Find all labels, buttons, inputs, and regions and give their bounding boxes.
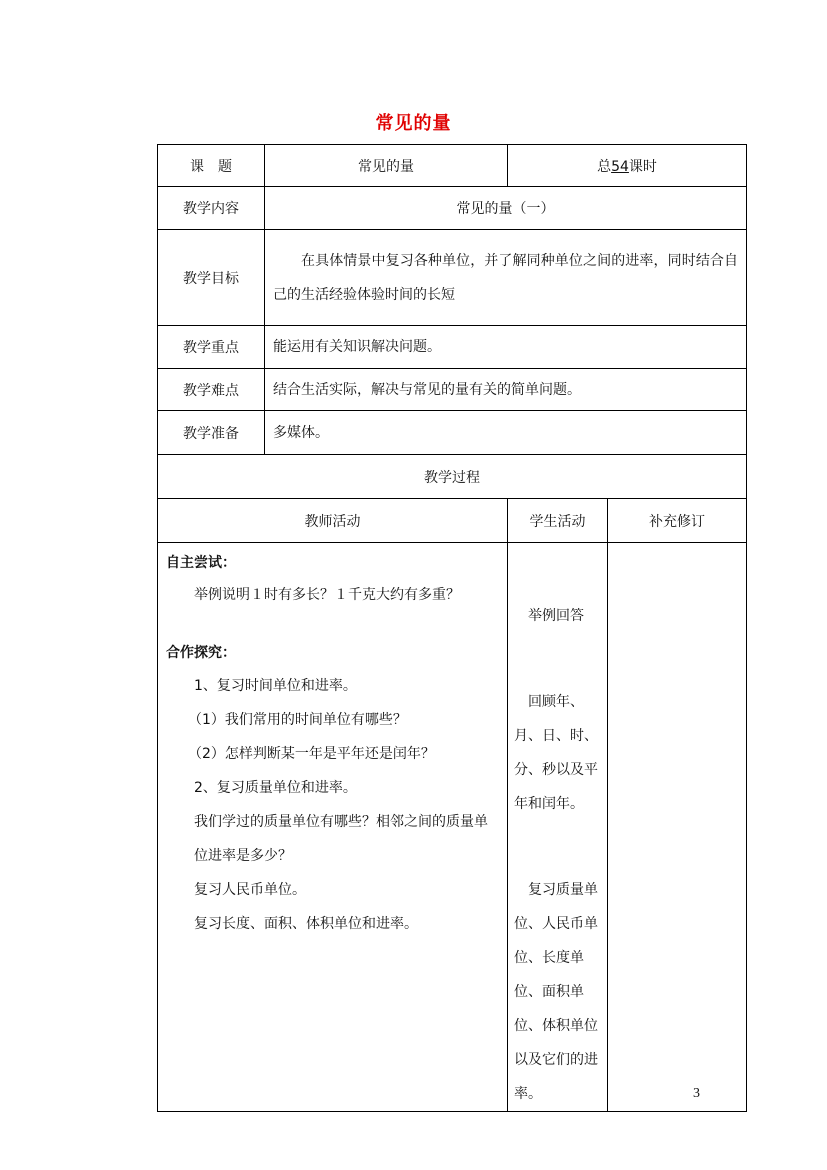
process-row xyxy=(158,455,747,499)
content-row xyxy=(158,187,747,230)
columns-row xyxy=(158,499,747,543)
difficulty-cell xyxy=(265,369,747,411)
coop-title: 合作探究： xyxy=(166,645,236,661)
coop-line: （1）我们常用的时间单位有哪些？ xyxy=(188,712,407,728)
content-label: 教学内容 xyxy=(158,187,265,230)
difficulty-label: 教学难点 xyxy=(158,369,265,411)
teacher-activity xyxy=(158,543,508,1112)
total-suffix: 课时 xyxy=(628,158,657,175)
key-point-cell xyxy=(265,326,747,369)
length-line: 复习长度、面积、体积单位和进率。 xyxy=(194,916,418,932)
content-value: 常见的量（一） xyxy=(265,187,747,230)
student-activity xyxy=(508,543,608,1112)
total-prefix: 总 xyxy=(597,158,612,175)
student-answer-1: 举例回答 xyxy=(528,608,584,624)
prep-cell xyxy=(265,411,747,455)
coop-line: （2）怎样判断某一年是平年还是闰年？ xyxy=(188,746,435,762)
self-question-text: 举例说明１时有多长？１千克大约有多重？ xyxy=(194,587,460,603)
col-notes: 补充修订 xyxy=(608,499,747,543)
course-row xyxy=(158,145,747,187)
process-label: 教学过程 xyxy=(158,455,747,499)
key-point-value: 能运用有关知识解决问题。 xyxy=(273,339,441,355)
course-value: 常见的量 xyxy=(265,145,508,187)
notes-cell xyxy=(608,543,747,1112)
prep-row xyxy=(158,411,747,455)
student-answer-3: 复习质量单位、人民币单位、长度单位、面积单位、体积单位以及它们的进率。 xyxy=(514,882,598,1102)
total-lessons xyxy=(508,145,747,187)
difficulty-row xyxy=(158,369,747,411)
goal-cell xyxy=(265,230,747,326)
mass-question-text: 我们学过的质量单位有哪些？相邻之间的质量单位进率是多少？ xyxy=(194,814,488,864)
page-number: 3 xyxy=(693,1086,700,1101)
prep-label: 教学准备 xyxy=(158,411,265,455)
goal-value: 在具体情景中复习各种单位，并了解同种单位之间的进率，同时结合自己的生活经验体验时间的长短 xyxy=(273,252,739,303)
coop-lines xyxy=(166,669,499,941)
prep-value: 多媒体。 xyxy=(273,424,329,441)
lesson-plan-table xyxy=(157,144,747,1112)
key-point-label: 教学重点 xyxy=(158,326,265,369)
course-label: 课 题 xyxy=(158,145,265,187)
mass-question xyxy=(166,805,499,873)
goal-row xyxy=(158,230,747,326)
key-point-row xyxy=(158,326,747,369)
goal-label: 教学目标 xyxy=(158,230,265,326)
rmb-line: 复习人民币单位。 xyxy=(194,882,306,898)
student-answer-2: 回顾年、月、日、时、分、秒以及平年和闰年。 xyxy=(514,694,598,812)
total-number: 54 xyxy=(611,158,629,175)
activity-row xyxy=(158,543,747,1112)
self-title: 自主尝试： xyxy=(166,555,236,571)
col-student: 学生活动 xyxy=(508,499,608,543)
difficulty-value: 结合生活实际，解决与常见的量有关的简单问题。 xyxy=(273,381,581,398)
page-title: 常见的量 xyxy=(375,113,452,134)
col-teacher: 教师活动 xyxy=(158,499,508,543)
self-question xyxy=(166,581,499,609)
coop-line: 2、复习质量单位和进率。 xyxy=(194,780,357,796)
coop-line: 1、复习时间单位和进率。 xyxy=(194,678,357,694)
